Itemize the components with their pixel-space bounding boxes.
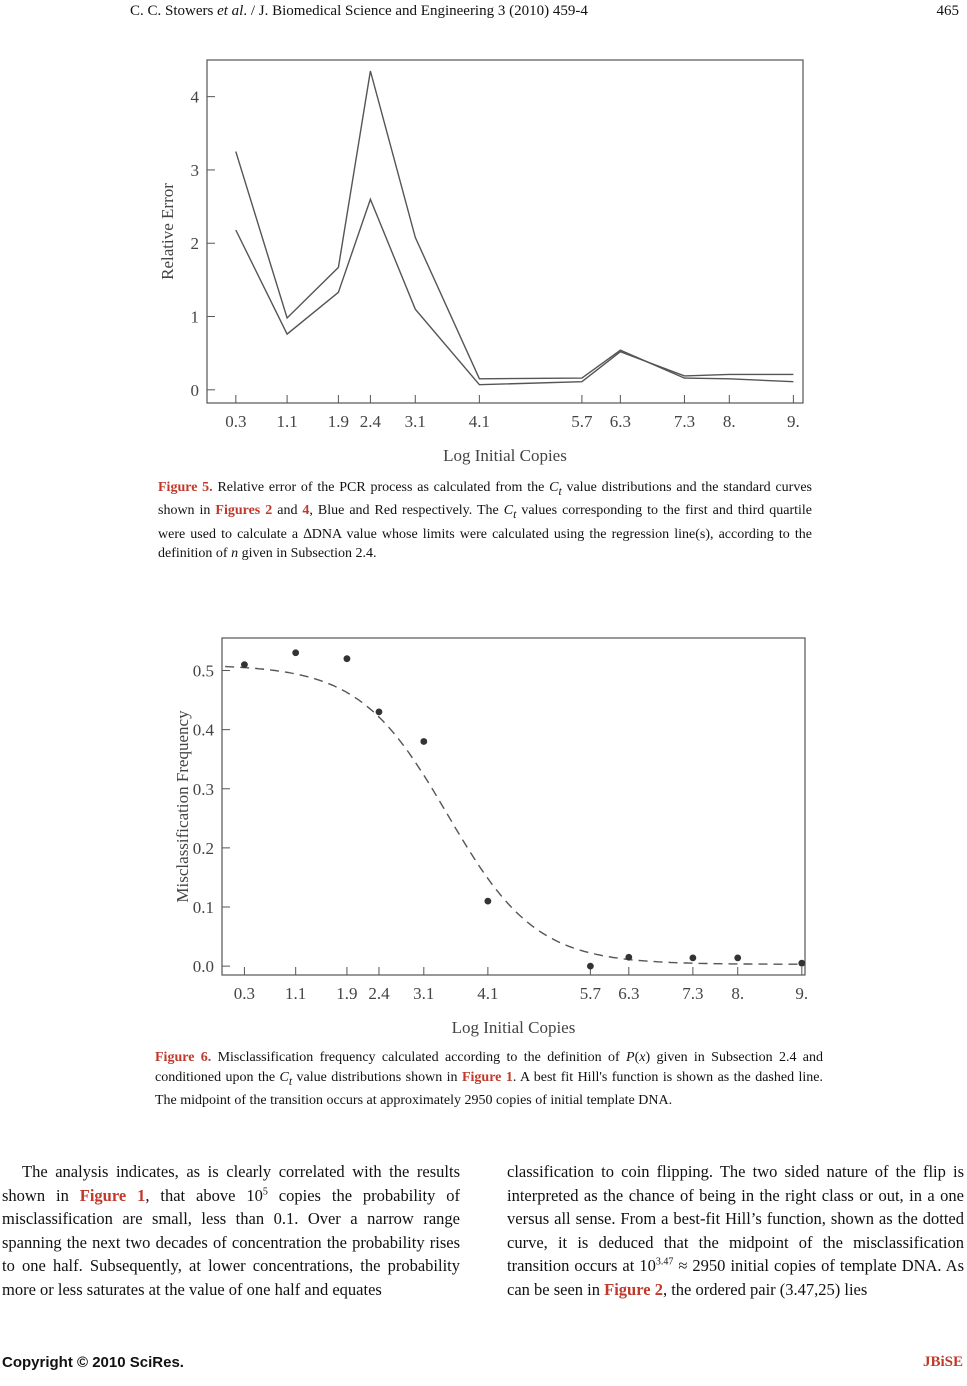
running-head-journal: . / J. Biomedical Science and Engineering 3 (2010) 459-4 xyxy=(243,3,588,19)
f6-x-tick-label: 3.1 xyxy=(413,984,435,1003)
journal-name: JBiSE xyxy=(922,1354,963,1370)
figure-5-series xyxy=(236,71,794,385)
caption-text: . A best fit Hill's function is shown as the dashed line. The midpoint of the transition occurs at approximately 2950 copies of initial template DNA. xyxy=(155,1069,823,1108)
page-footer xyxy=(0,1354,967,1378)
running-head xyxy=(130,0,588,22)
body-text: copies the probability of misclassification are small, less than 0.1. Over a narrow range spanning the next two decades of concentration the probability rises to one half. Subsequently, at lower concentrations, the probability more or less saturates at the value of one half and equates xyxy=(2,1185,460,1299)
body-text: The analysis indicates, as is clearly correlated with the results shown in xyxy=(2,1162,460,1205)
figure-6-data-point xyxy=(625,954,632,961)
caption-p-symbol: P xyxy=(626,1050,635,1065)
figure-5-caption-label: Figure 5. xyxy=(158,480,213,495)
figure-6-ticks xyxy=(193,662,808,1003)
body-text: , that above 10 xyxy=(145,1185,263,1205)
figure-5-caption xyxy=(158,478,812,564)
body-text: classification to coin flipping. The two sided nature of the flip is interpreted as the chance of being in the right class or out, in a one versus all sense. From a best-fit Hill’s function, shown as the dotted curve, it is deduced that the midpoint of the misclassification transition occurs at 10 xyxy=(507,1162,964,1276)
figure-6-data-point xyxy=(292,649,299,656)
figure-6-fit-curve xyxy=(225,667,802,965)
page-number: 465 xyxy=(936,3,959,19)
caption-text: and xyxy=(272,503,303,519)
figure-6-data-point xyxy=(734,954,741,961)
figure-6-x-axis-label: Log Initial Copies xyxy=(451,1018,576,1037)
f5-x-tick-label: 4.1 xyxy=(468,412,490,431)
f5-x-tick-label: 8. xyxy=(722,412,736,431)
figure-5-series-line-2 xyxy=(236,199,794,384)
figure-6-plot-frame xyxy=(222,638,805,975)
figure-6-data-point xyxy=(484,898,491,905)
figure-5-series-line-1 xyxy=(236,71,794,382)
figure-4-link[interactable]: 4 xyxy=(302,503,310,519)
figure-6-y-axis-label: Misclassification Frequency xyxy=(173,710,192,903)
caption-ct-symbol: C xyxy=(549,480,559,495)
f5-y-tick-label: 1 xyxy=(190,307,199,327)
f6-x-tick-label: 7.3 xyxy=(682,984,704,1003)
f6-x-tick-label: 6.3 xyxy=(618,984,640,1003)
body-column-right xyxy=(507,1160,964,1302)
figure-6-caption: Figure 6. Misclassification frequency calculated according to the definition of P(x) given in Subsection 2.4 and conditioned upon the $C_t$ value distributions shown in Figure 1. A best fit Hill's function is shown as the dashed line. The midpoint of the transition occurs at approximately 2950 copies of initial template DNA. xyxy=(155,1050,823,1108)
caption-text: values corresponding to the first and third quartile were used to calculate a ∆DNA value whose limits were calculated using the regression line(s), according to the definition of xyxy=(158,503,812,562)
caption-x-symbol: x xyxy=(639,1050,646,1065)
f6-x-tick-label: 5.7 xyxy=(579,984,602,1003)
figure-5-chart xyxy=(150,50,830,470)
f6-y-tick-label: 0.2 xyxy=(192,838,214,858)
running-head-etal: et al xyxy=(217,3,244,19)
caption-n-symbol: n xyxy=(231,546,239,562)
figure-6-data-point xyxy=(420,738,427,745)
figure-5-plot-frame xyxy=(207,60,803,403)
figure-5-x-axis-label: Log Initial Copies xyxy=(443,446,567,465)
exponent: 3.47 xyxy=(655,1256,674,1268)
figure-6-data-point xyxy=(344,655,351,662)
f6-y-tick-label: 0.3 xyxy=(192,779,214,799)
f5-y-tick-label: 3 xyxy=(190,160,199,180)
caption-text: given in Subsection 2.4. xyxy=(238,546,377,562)
f6-x-tick-label: 1.9 xyxy=(336,984,358,1003)
caption-text: value distributions shown in xyxy=(292,1069,462,1085)
f5-x-tick-label: 2.4 xyxy=(359,412,382,431)
body-text: ≈ 2950 initial copies of template DNA. As can be seen in xyxy=(507,1256,964,1299)
f6-x-tick-label: 9. xyxy=(795,984,809,1003)
figure-6-points xyxy=(241,649,805,969)
f5-x-tick-label: 0.3 xyxy=(225,412,247,431)
body-column-left xyxy=(2,1160,460,1302)
caption-ct-symbol: C xyxy=(279,1069,289,1085)
caption-ct-subscript: t xyxy=(513,508,517,522)
page-header xyxy=(0,0,967,24)
caption-text: given in Subsection 2.4 and conditioned upon the xyxy=(155,1050,823,1085)
f6-y-tick-label: 0.1 xyxy=(192,898,214,918)
f6-x-tick-label: 1.1 xyxy=(285,984,307,1003)
figure-6-data-point xyxy=(689,954,696,961)
figures-2-link[interactable]: Figures 2 xyxy=(215,503,273,519)
figure-6-chart xyxy=(150,630,830,1040)
f5-x-tick-label: 1.9 xyxy=(327,412,350,431)
caption-text: Relative error of the PCR process as calculated from the xyxy=(212,480,550,495)
figure-5-ticks xyxy=(191,88,800,431)
f6-y-tick-label: 0.4 xyxy=(192,720,214,740)
copyright-notice: Copyright © 2010 SciRes. xyxy=(2,1354,184,1371)
f5-y-tick-label: 0 xyxy=(190,380,199,400)
figure-1-link[interactable]: Figure 1 xyxy=(79,1185,146,1205)
exponent: 5 xyxy=(262,1186,268,1198)
caption-ct-subscript: t xyxy=(558,484,562,498)
f6-x-tick-label: 4.1 xyxy=(477,984,499,1003)
f6-x-tick-label: 2.4 xyxy=(368,984,390,1003)
figure-2-link[interactable]: Figure 2 xyxy=(604,1279,663,1299)
f5-x-tick-label: 1.1 xyxy=(276,412,298,431)
caption-ct-subscript: t xyxy=(288,1074,293,1088)
caption-ct-symbol: C xyxy=(503,503,514,519)
f6-y-tick-label: 0.5 xyxy=(192,661,214,681)
f5-y-tick-label: 4 xyxy=(190,87,199,107)
figure-5-y-axis-label: Relative Error xyxy=(158,183,177,280)
f6-x-tick-label: 0.3 xyxy=(233,984,256,1003)
caption-text: Misclassification frequency calculated according to the definition of xyxy=(211,1050,626,1065)
caption-text: , Blue and Red respectively. The xyxy=(309,503,504,519)
figure-6-data-point xyxy=(376,709,383,716)
f5-x-tick-label: 7.3 xyxy=(673,412,696,431)
body-text: , the ordered pair (3.47,25) lies xyxy=(662,1279,868,1299)
figure-6-data-point xyxy=(241,661,248,668)
f5-x-tick-label: 9. xyxy=(787,412,800,431)
caption-text: value distributions and the standard curves shown in xyxy=(158,480,812,519)
f5-x-tick-label: 6.3 xyxy=(609,412,631,431)
figure-1-link[interactable]: Figure 1 xyxy=(461,1069,513,1085)
f6-x-tick-label: 8. xyxy=(731,984,745,1003)
f5-y-tick-label: 2 xyxy=(190,234,199,254)
f6-y-tick-label: 0.0 xyxy=(192,957,214,977)
figure-6-data-point xyxy=(798,960,805,967)
f5-x-tick-label: 3.1 xyxy=(404,412,426,431)
figure-6-data-point xyxy=(587,963,594,970)
figure-6-caption-label: Figure 6. xyxy=(155,1050,212,1065)
f5-x-tick-label: 5.7 xyxy=(571,412,593,431)
running-head-authors: C. C. Stowers xyxy=(130,3,214,19)
